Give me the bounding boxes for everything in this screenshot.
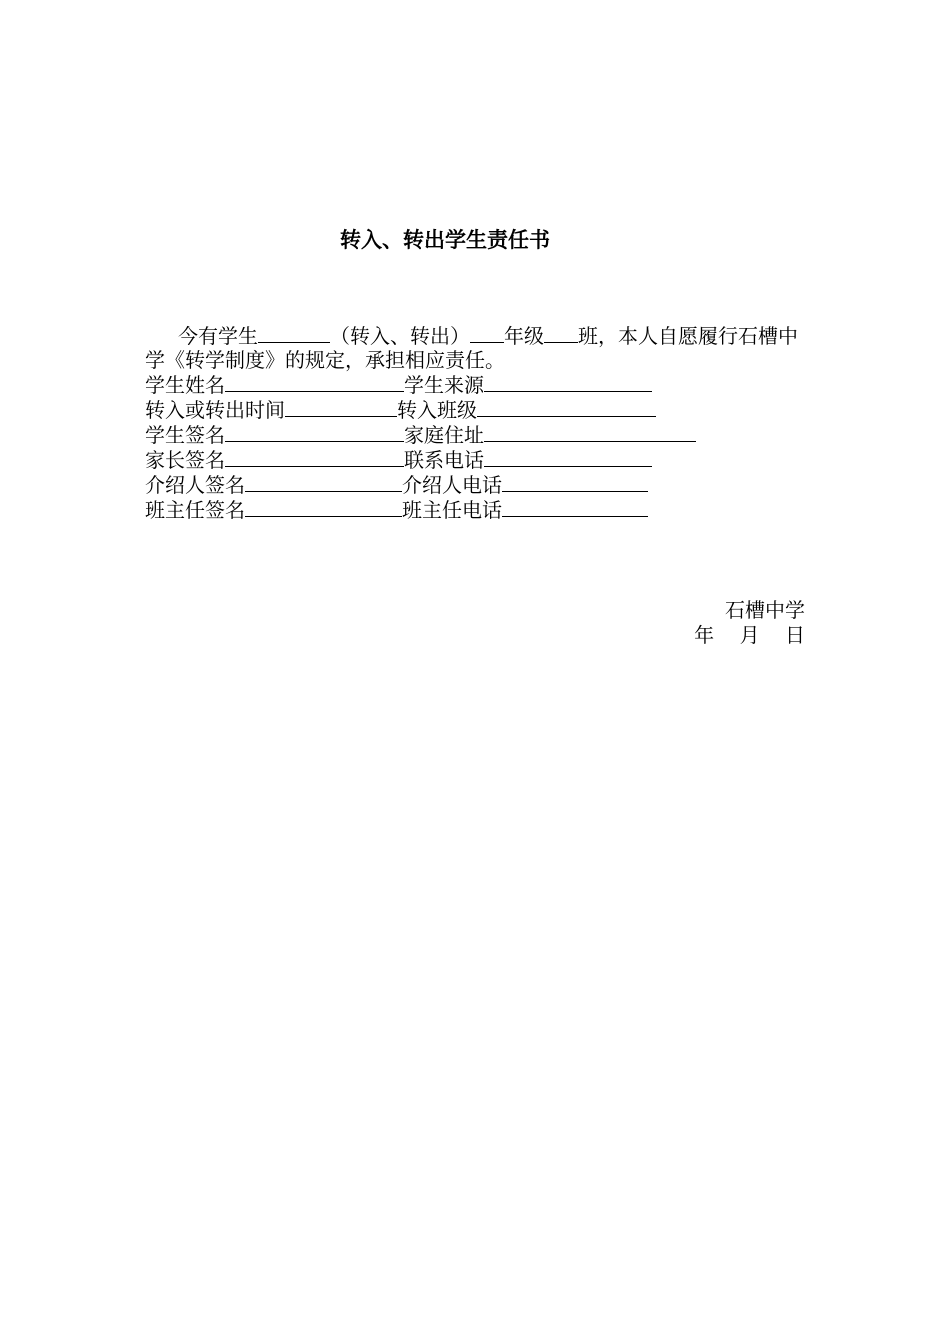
field-row xyxy=(145,397,807,422)
date-line xyxy=(694,623,805,647)
document-title: 转入、转出学生责任书 xyxy=(340,227,550,252)
field-label-teacher-signature: 班主任签名 xyxy=(145,498,245,522)
referrer-phone-blank[interactable] xyxy=(502,472,648,492)
month-label: 月 xyxy=(739,623,760,647)
year-label: 年 xyxy=(694,623,715,647)
intro-text-1: 今有学生 xyxy=(178,324,258,348)
parent-signature-blank[interactable] xyxy=(225,447,404,467)
day-label: 日 xyxy=(785,623,805,647)
field-label-referrer-phone: 介绍人电话 xyxy=(402,473,502,497)
referrer-signature-blank[interactable] xyxy=(245,472,402,492)
field-label-parent-signature: 家长签名 xyxy=(145,448,225,472)
field-label-teacher-phone: 班主任电话 xyxy=(402,498,502,522)
field-row xyxy=(145,497,807,522)
student-blank[interactable] xyxy=(258,323,330,343)
intro-paragraph xyxy=(145,323,807,372)
field-row xyxy=(145,422,807,447)
field-label-transfer-time: 转入或转出时间 xyxy=(145,398,285,422)
class-blank[interactable] xyxy=(544,323,578,343)
document-body xyxy=(145,323,807,522)
field-label-student-source: 学生来源 xyxy=(404,373,484,397)
school-name: 石槽中学 xyxy=(725,598,805,622)
intro-text-4: 班，本人自愿履行石槽中学《转学制度》的规定，承担相应责任。 xyxy=(145,324,798,372)
field-label-student-name: 学生姓名 xyxy=(145,373,225,397)
field-label-phone: 联系电话 xyxy=(404,448,484,472)
teacher-phone-blank[interactable] xyxy=(502,497,648,517)
field-label-student-signature: 学生签名 xyxy=(145,423,225,447)
intro-text-2: （转入、转出） xyxy=(330,324,470,348)
student-source-blank[interactable] xyxy=(484,372,652,392)
field-row xyxy=(145,372,807,397)
transfer-time-blank[interactable] xyxy=(285,397,397,417)
field-label-transfer-class: 转入班级 xyxy=(397,398,477,422)
field-label-referrer-signature: 介绍人签名 xyxy=(145,473,245,497)
field-row xyxy=(145,447,807,472)
intro-text-3: 年级 xyxy=(504,324,544,348)
transfer-class-blank[interactable] xyxy=(477,397,656,417)
student-signature-blank[interactable] xyxy=(225,422,404,442)
teacher-signature-blank[interactable] xyxy=(245,497,402,517)
phone-blank[interactable] xyxy=(484,447,652,467)
student-name-blank[interactable] xyxy=(225,372,404,392)
grade-blank[interactable] xyxy=(470,323,504,343)
home-address-blank[interactable] xyxy=(484,422,696,442)
field-label-home-address: 家庭住址 xyxy=(404,423,484,447)
field-row xyxy=(145,472,807,497)
